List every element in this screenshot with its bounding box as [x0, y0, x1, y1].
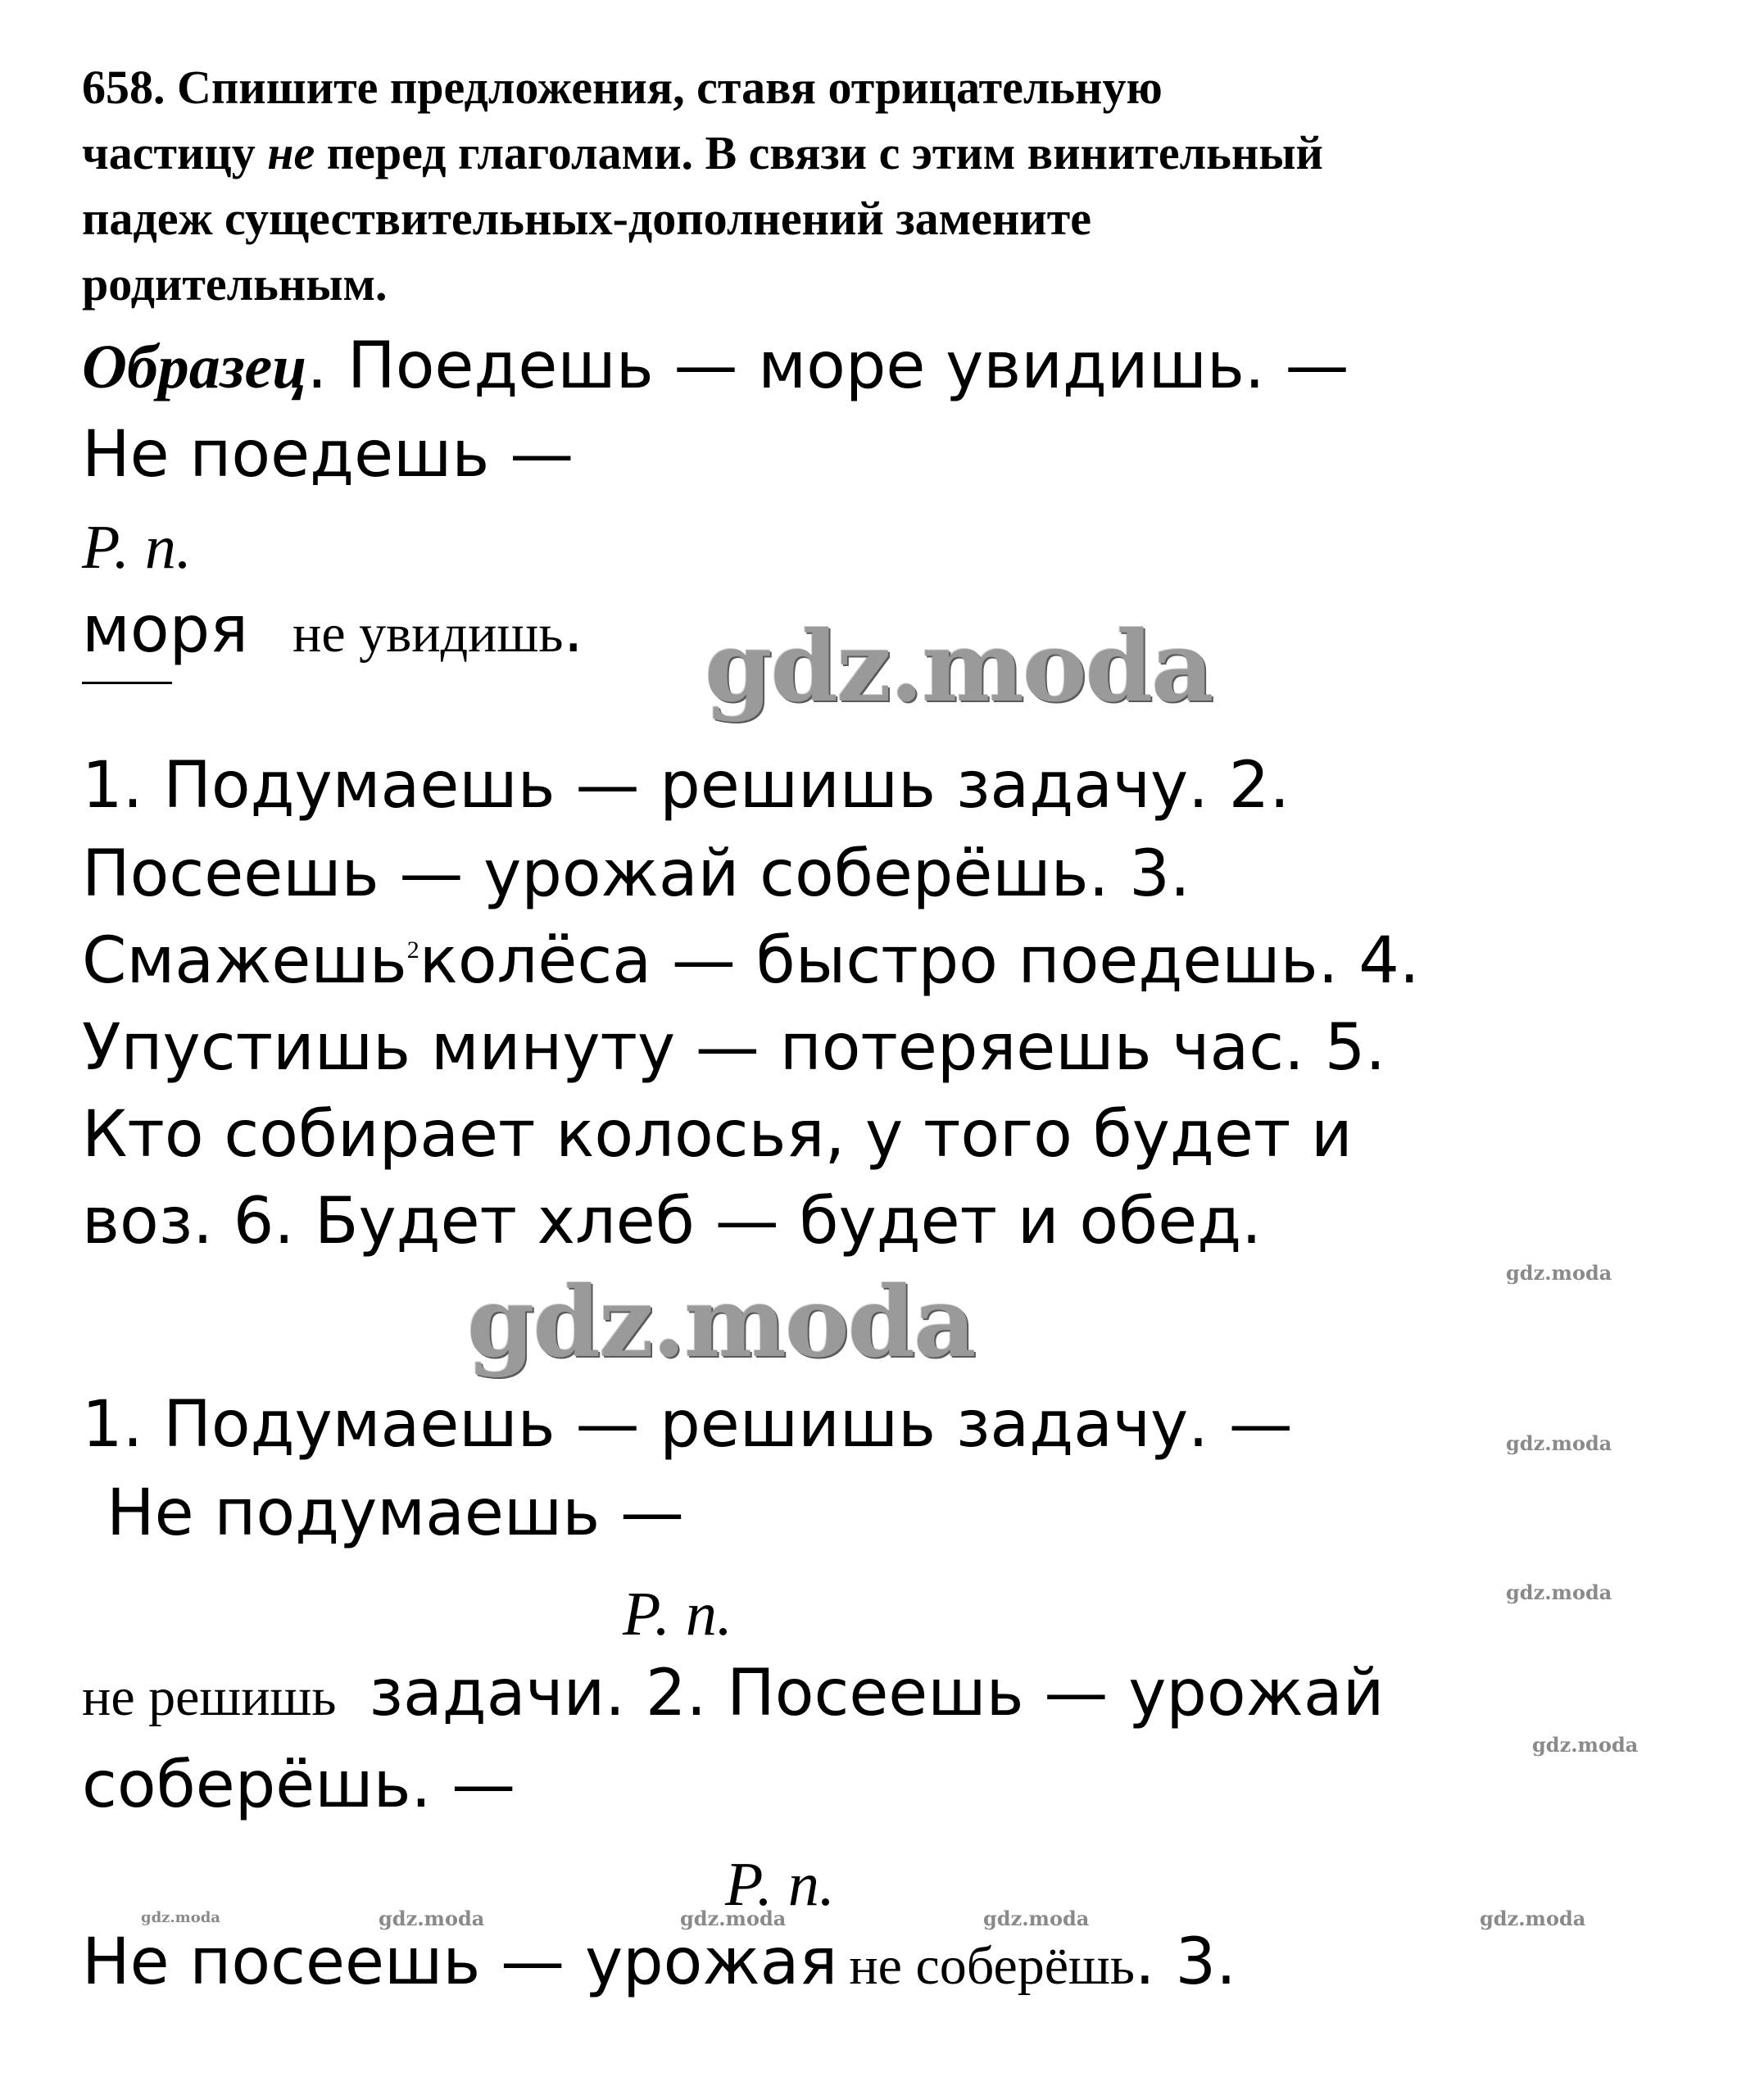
answer-line-4: соберёшь. —: [82, 1748, 516, 1822]
exercise-line-4: Упустишь минуту — потеряешь час. 5.: [82, 1011, 1386, 1085]
answer-line-1: 1. Подумаешь — решишь задачу. —: [82, 1388, 1293, 1462]
particle-ne: не: [267, 126, 315, 179]
watermark-large-2: gdz.moda: [467, 1265, 975, 1379]
footnote-mark: 2: [406, 936, 419, 964]
watermark-small-3: gdz.moda: [1506, 1580, 1612, 1604]
answer-line-2: Не подумаешь —: [107, 1476, 685, 1550]
sample-line-2: Не поедешь —: [82, 418, 574, 492]
task-line-1: [82, 61, 1163, 114]
answer-verb-2: не соберёшь: [849, 1936, 1135, 1996]
answer-case-label-2: Р. п.: [725, 1850, 835, 1919]
sample-word: моря: [82, 593, 248, 667]
exercise-line-3: Смажешь$^2$колёса — быстро поедешь. 4.: [82, 924, 1420, 998]
task-number: 658.: [82, 61, 166, 114]
exercise-line-5: Кто собирает колосья, у того будет и: [82, 1098, 1353, 1172]
answer-line-3: не решишь задачи. 2. Посеешь — урожай: [82, 1657, 1385, 1730]
exercise-line-2: Посеешь — урожай соберёшь. 3.: [82, 837, 1190, 911]
answer-verb-1: не решишь: [82, 1667, 337, 1727]
sample-underline: [82, 682, 172, 684]
sample-line-1: Образец. Поедешь — море увидишь. —: [82, 329, 1349, 403]
task-line-2: частицу не перед глаголами. В связи с этим винительный: [82, 126, 1323, 179]
watermark-small-2: gdz.moda: [1506, 1431, 1612, 1455]
watermark-small-1: gdz.moda: [1506, 1261, 1612, 1285]
sample-rest: не увидишь: [292, 604, 564, 664]
sample-line-3: моря не увидишь.: [82, 593, 584, 667]
answer-line-5: Не посеешь — урожая не соберёшь. 3.: [82, 1925, 1236, 1999]
watermark-small-6: gdz.moda: [379, 1907, 485, 1930]
task-line-4: родительным.: [82, 257, 388, 311]
exercise-line-1: 1. Подумаешь — решишь задачу. 2.: [82, 749, 1290, 823]
sample-case-label: Р. п.: [82, 513, 192, 582]
exercise-line-6: воз. 6. Будет хлеб — будет и обед.: [82, 1185, 1262, 1258]
watermark-small-7: gdz.moda: [680, 1907, 787, 1930]
watermark-small-4: gdz.moda: [1532, 1733, 1639, 1757]
watermark-small-8: gdz.moda: [983, 1907, 1090, 1930]
task-text-1: Спишите предложения, ставя отрицательную: [177, 61, 1163, 114]
answer-case-label-1: Р. п.: [623, 1580, 732, 1648]
sample-label: Образец: [82, 333, 307, 401]
watermark-small-5: gdz.moda: [141, 1909, 220, 1926]
task-line-3: падеж существительных-дополнений замените: [82, 192, 1091, 245]
watermark-large-1: gdz.moda: [705, 610, 1213, 723]
watermark-small-9: gdz.moda: [1480, 1907, 1586, 1930]
